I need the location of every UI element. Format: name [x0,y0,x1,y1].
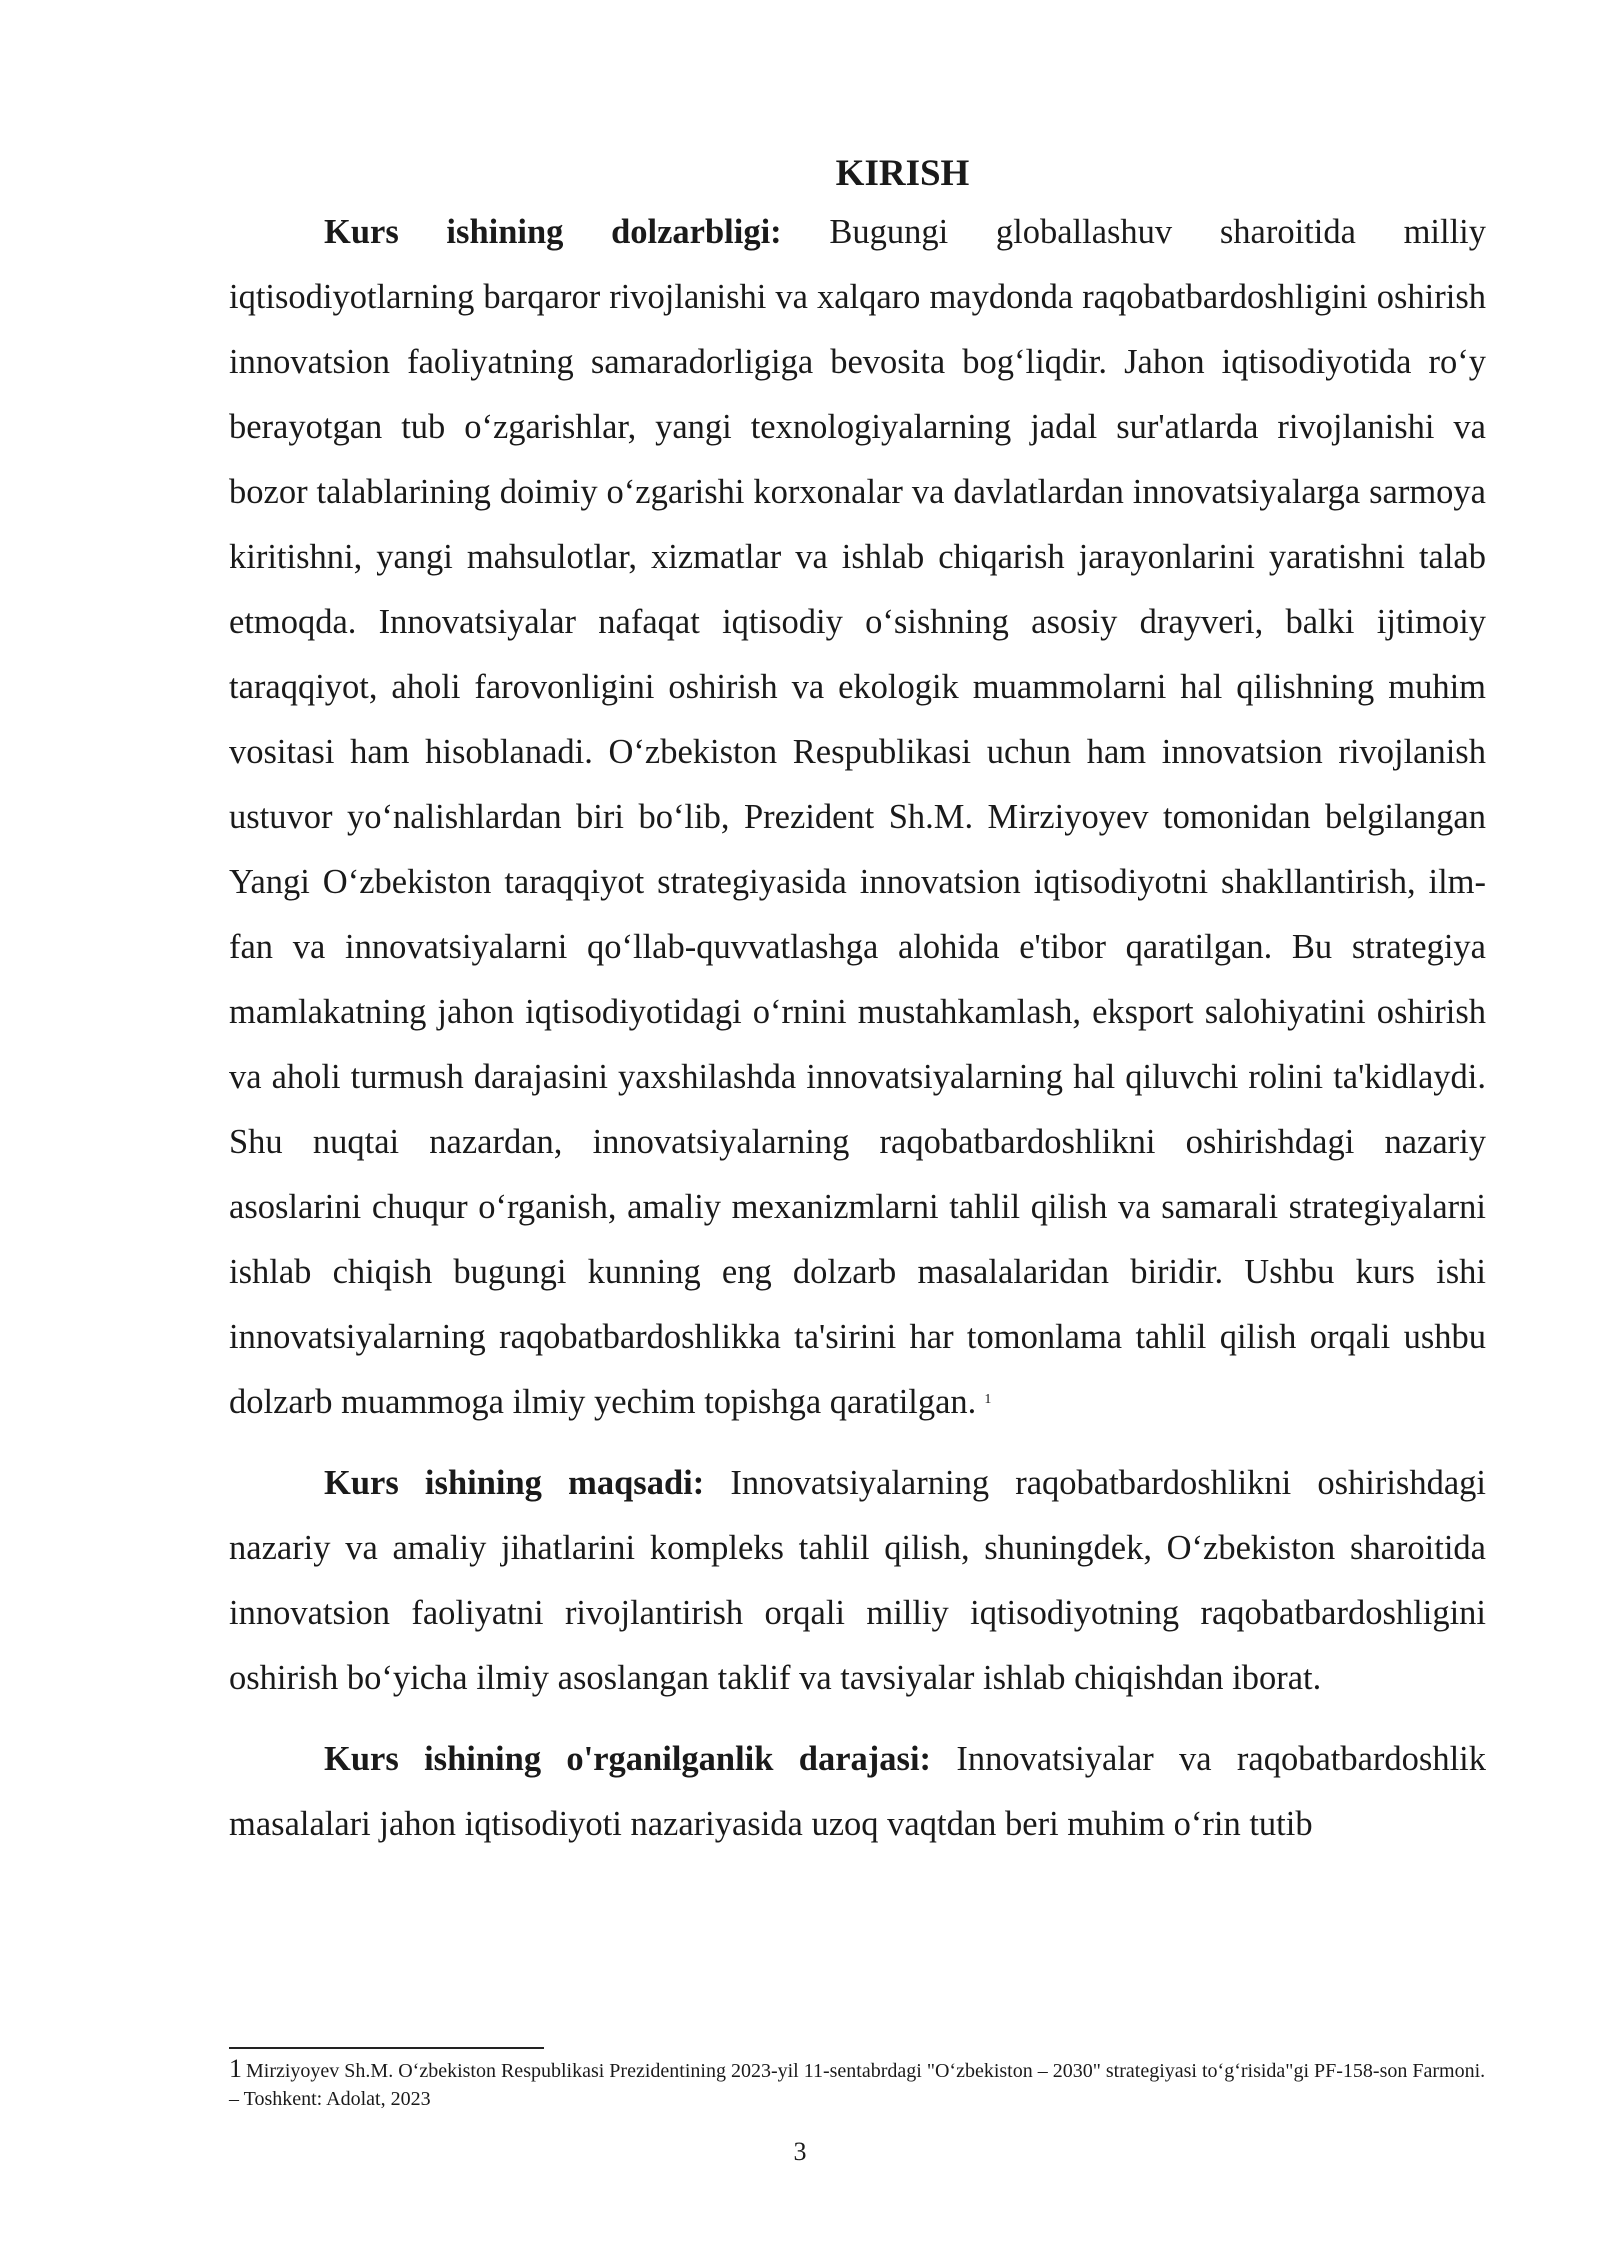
footnote-text: Mirziyoyev Sh.M. O‘zbekiston Respublikasi Prezidentining 2023-yil 11-sentabrdagi "O‘zbekiston – 2030" strategiyasi to‘g‘risida"gi PF-158-son Farmoni. – Toshkent: Adolat, 2023 [229,2060,1486,2110]
paragraph-lead: Kurs ishining o'rganilganlik darajasi: [324,1740,932,1778]
footnote-number: 1 [229,2054,242,2083]
footnote-separator [229,2047,544,2049]
paragraph-text: Innovatsiyalar va raqobatbardoshlik masalalari jahon iqtisodiyoti nazariyasida uzoq vaqtdan beri muhim o‘rin tutib [229,1740,1486,1843]
footnote-reference[interactable]: 1 [984,1392,992,1407]
paragraph-text: Bugungi globallashuv sharoitida milliy iqtisodiyotlarning barqaror rivojlanishi va xalqaro maydonda raqobatbardoshligini oshirish innovatsion faoliyatning samaradorligiga bevosita bog‘liqdir. Jahon iqtisodiyotida ro‘y berayotgan tub o‘zgarishlar, yangi texnologiyalarning jadal sur'atlarda rivojlanishi va bozor talablarining doimiy o‘zgarishi korxonalar va davlatlardan innovatsiyalarga sarmoya kiritishni, yangi mahsulotlar, xizmatlar va ishlab chiqarish jarayonlarini yaratishni talab etmoqda. Innovatsiyalar nafaqat iqtisodiy o‘sishning asosiy drayveri, balki ijtimoiy taraqqiyot, aholi farovonligini oshirish va ekologik muammolarni hal qilishning muhim vositasi ham hisoblanadi. O‘zbekiston Respublikasi uchun ham innovatsion rivojlanish ustuvor yo‘nalishlardan biri bo‘lib, Prezident Sh.M. Mirziyoyev tomonidan belgilangan Yangi O‘zbekiston taraqqiyot strategiyasida innovatsion iqtisodiyotni shakllantirish, ilm-fan va innovatsiyalarni qo‘llab-quvvatlashga alohida e'tibor qaratilgan. Bu strategiya mamlakatning jahon iqtisodiyotidagi o‘rnini mustahkamlash, eksport salohiyatini oshirish va aholi turmush darajasini yaxshilashda innovatsiyalarning hal qiluvchi rolini ta'kidlaydi. Shu nuqtai nazardan, innovatsiyalarning raqobatbardoshlikni oshirishdagi nazariy asoslarini chuqur o‘rganish, amaliy mexanizmlarni tahlil qilish va samarali strategiyalarni ishlab chiqish bugungi kunning eng dolzarb masalalaridan biridir. Ushbu kurs ishi innovatsiyalarning raqobatbardoshlikka ta'sirini har tomonlama tahlil qilish orqali ushbu dolzarb muammoga ilmiy yechim topishga qaratilgan. [229,213,1486,1421]
section-heading: KIRISH [835,153,970,194]
paragraph-text: Innovatsiyalarning raqobatbardoshlikni oshirishdagi nazariy va amaliy jihatlarini kompleks tahlil qilish, shuningdek, O‘zbekiston sharoitida innovatsion faoliyatni rivojlantirish orqali milliy iqtisodiyotning raqobatbardoshligini oshirish bo‘yicha ilmiy asoslangan taklif va tavsiyalar ishlab chiqishdan iborat. [229,1464,1487,1697]
page-number: 3 [793,2137,807,2166]
paragraph-relevance [229,200,1486,1435]
paragraph-lead: Kurs ishining maqsadi: [324,1464,705,1502]
paragraph-study-level [229,1727,1486,1857]
page-body [229,148,1486,1857]
paragraph-lead: Kurs ishining dolzarbligi: [324,213,782,251]
footnote [229,2055,1486,2113]
paragraph-goal [229,1451,1486,1711]
